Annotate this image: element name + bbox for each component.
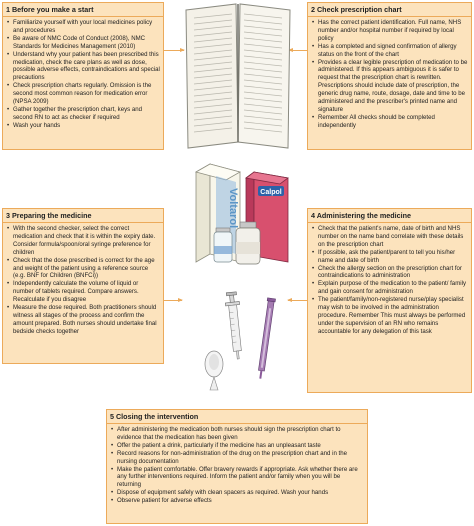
syringe-spoon-icon bbox=[196, 288, 288, 392]
list-item: • Observe patient for adverse effects bbox=[110, 497, 364, 505]
list-item: • Has the correct patient identification. Full name, NHS number and/or hospital number if required by local policy bbox=[311, 19, 468, 43]
connector-arrow bbox=[164, 50, 184, 51]
list-item: • Be aware of NMC Code of Conduct (2008), NMC Standards for Medicines Management (2010) bbox=[6, 35, 160, 51]
list-item: • After administering the medication both nurses should sign the prescription chart to evidence that the medication has been given bbox=[110, 426, 364, 442]
panel-list bbox=[311, 19, 468, 130]
list-item: • Make the patient comfortable. Offer bravery rewards if appropriate. Ask whether there are any further interventions required. Inform the patient and/or family when you will be returning bbox=[110, 466, 364, 490]
panel-list bbox=[6, 225, 160, 336]
list-item: • Familiarize yourself with your local medicines policy and procedures bbox=[6, 19, 160, 35]
list-item: • Check prescription charts regularly. Omission is the second most common reason for medication error (NPSA 2009) bbox=[6, 82, 160, 106]
box-left-label: Voltarol bbox=[227, 188, 239, 229]
list-item: • Measure the dose required. Both practitioners should witness all stages of the process and confirm the amount prepared. Both nurses should undertake final bedside checks together bbox=[6, 304, 160, 336]
panel-list bbox=[110, 426, 364, 505]
list-item: • Offer the patient a drink, particularly if the medicine has an unpleasant taste bbox=[110, 442, 364, 450]
panel-title: 5 Closing the intervention bbox=[107, 412, 367, 424]
list-item: • Provides a clear legible prescription of medication to be administered. If this appears ambiguous it is safer to request that the prescription chart is rewritten. Prescriptions should include date of prescription, the generic drug name, route, dosage, date and time to be administered and the prescriber's printed name and signature bbox=[311, 59, 468, 114]
panel-closing bbox=[106, 409, 368, 524]
panel-administering bbox=[307, 208, 472, 393]
list-item: • Wash your hands bbox=[6, 122, 160, 130]
panel-preparing bbox=[2, 208, 164, 364]
list-item: • Understand why your patient has been prescribed this medication, check the care plans as well as dose, possible adverse effects, contraindications and special precautions bbox=[6, 51, 160, 83]
list-item: • Dispose of equipment safely with clean spacers as required. Wash your hands bbox=[110, 489, 364, 497]
panel-title: 1 Before you make a start bbox=[3, 5, 163, 17]
open-book-icon bbox=[182, 2, 294, 150]
connector-arrow bbox=[288, 300, 307, 301]
list-item: • Check that the dose prescribed is correct for the age and weight of the patient using a reference source (e.g. BNF for Children (BNFCi)) bbox=[6, 257, 160, 281]
list-item: • The patient/family/non-registered nurse/play specialist may wish to be involved in the administration procedure. Remember This must always be performed under the supervision of an RN who remains accountable for any delegation of this task bbox=[311, 296, 468, 336]
box-right-label: Calpol bbox=[260, 189, 282, 196]
panel-list bbox=[311, 225, 468, 336]
list-item: • Check that the patient's name, date of birth and NHS number on the name band correlate with these details on the prescription chart bbox=[311, 225, 468, 249]
panel-check-chart bbox=[307, 2, 472, 150]
list-item: • With the second checker, select the correct medication and check that it is within the expiry date. Consider formula/spoon/oral syringe preference for children bbox=[6, 225, 160, 257]
connector-arrow bbox=[164, 300, 182, 301]
panel-title: 2 Check prescription chart bbox=[308, 5, 471, 17]
list-item: • Independently calculate the volume of liquid or number of tablets required. Compare answers. Recalculate if you disagree bbox=[6, 280, 160, 304]
panel-title: 3 Preparing the medicine bbox=[3, 211, 163, 223]
list-item: • Check the allergy section on the prescription chart for contraindications to administration bbox=[311, 265, 468, 281]
panel-before-start bbox=[2, 2, 164, 150]
list-item: • If possible, ask the patient/parent to tell you his/her name and date of birth bbox=[311, 249, 468, 265]
list-item: • Gather together the prescription chart, keys and second RN to act as checker if required bbox=[6, 106, 160, 122]
list-item: • Remember All checks should be completed independently bbox=[311, 114, 468, 130]
list-item: • Explain purpose of the medication to the patient/ family and gain consent for administration bbox=[311, 280, 468, 296]
panel-title: 4 Administering the medicine bbox=[308, 211, 471, 223]
list-item: • Has a completed and signed confirmation of allergy status on the front of the chart bbox=[311, 43, 468, 59]
medicine-packaging-icon bbox=[192, 158, 292, 270]
list-item: • Record reasons for non-administration of the drug on the prescription chart and in the nursing documentation bbox=[110, 450, 364, 466]
panel-list bbox=[6, 19, 160, 130]
